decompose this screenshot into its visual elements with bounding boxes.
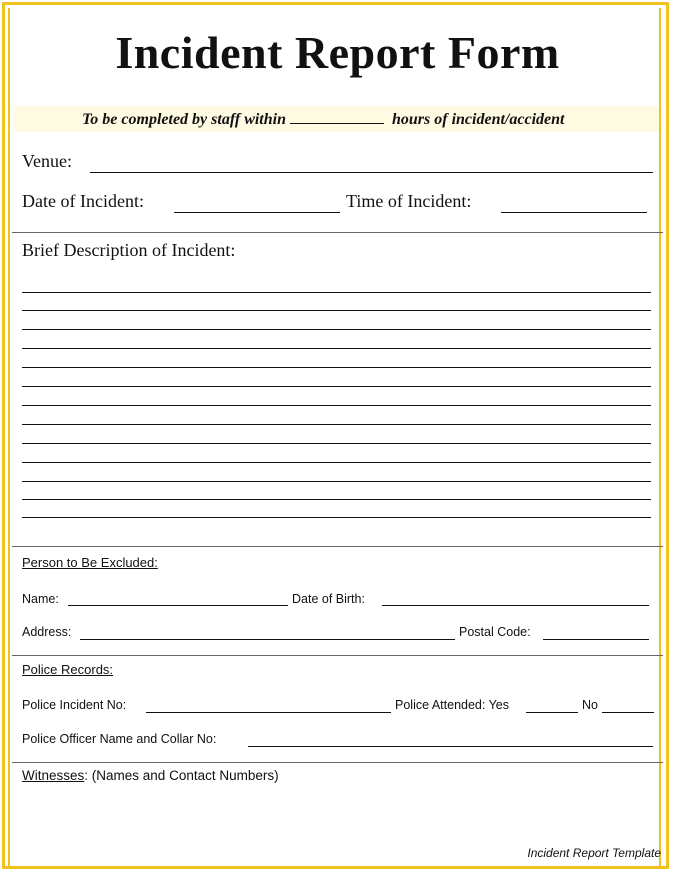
police-attended-yes-field[interactable] xyxy=(526,712,578,713)
description-line[interactable] xyxy=(22,348,651,349)
description-line[interactable] xyxy=(22,386,651,387)
postal-code-field[interactable] xyxy=(543,639,649,640)
venue-label: Venue: xyxy=(22,151,72,171)
description-line[interactable] xyxy=(22,405,651,406)
subtitle-after: hours of incident/accident xyxy=(392,111,565,128)
subtitle xyxy=(82,111,564,129)
subtitle-before: To be completed by staff within xyxy=(82,111,286,128)
postal-code-label: Postal Code: xyxy=(459,625,531,639)
footer-label: Incident Report Template xyxy=(527,846,661,860)
police-records-heading: Police Records: xyxy=(22,662,114,677)
date-of-birth-field[interactable] xyxy=(382,605,649,606)
witnesses-heading xyxy=(22,768,279,783)
description-line[interactable] xyxy=(22,462,651,463)
name-field[interactable] xyxy=(68,605,288,606)
officer-name-label: Police Officer Name and Collar No: xyxy=(22,732,217,746)
address-field[interactable] xyxy=(80,639,455,640)
hours-blank[interactable] xyxy=(290,111,384,124)
date-of-incident-field[interactable] xyxy=(174,212,340,213)
date-of-birth-label: Date of Birth: xyxy=(292,592,365,606)
section-divider xyxy=(12,546,663,547)
description-line[interactable] xyxy=(22,292,651,293)
venue-field[interactable] xyxy=(90,172,653,173)
description-line[interactable] xyxy=(22,424,651,425)
witnesses-note: : (Names and Contact Numbers) xyxy=(84,768,279,783)
form-title: Incident Report Form xyxy=(115,27,560,78)
excluded-heading: Person to Be Excluded: xyxy=(22,555,158,570)
police-attended-no-label: No xyxy=(582,698,598,712)
police-incident-no-label: Police Incident No: xyxy=(22,698,127,712)
description-line[interactable] xyxy=(22,329,651,330)
description-line[interactable] xyxy=(22,499,651,500)
description-line[interactable] xyxy=(22,367,651,368)
police-attended-label: Police Attended: Yes xyxy=(395,698,509,712)
time-of-incident-field[interactable] xyxy=(501,212,647,213)
address-label: Address: xyxy=(22,625,72,639)
officer-name-field[interactable] xyxy=(248,746,653,747)
section-divider xyxy=(12,655,663,656)
police-attended-no-field[interactable] xyxy=(602,712,654,713)
description-line[interactable] xyxy=(22,481,651,482)
section-divider xyxy=(12,232,663,233)
description-line[interactable] xyxy=(22,443,651,444)
date-of-incident-label: Date of Incident: xyxy=(22,191,144,211)
name-label: Name: xyxy=(22,592,59,606)
section-divider xyxy=(12,762,663,763)
description-label: Brief Description of Incident: xyxy=(22,240,236,260)
description-line[interactable] xyxy=(22,517,651,518)
time-of-incident-label: Time of Incident: xyxy=(346,191,472,211)
witnesses-heading-text: Witnesses xyxy=(22,768,85,783)
police-incident-no-field[interactable] xyxy=(146,712,391,713)
description-line[interactable] xyxy=(22,310,651,311)
